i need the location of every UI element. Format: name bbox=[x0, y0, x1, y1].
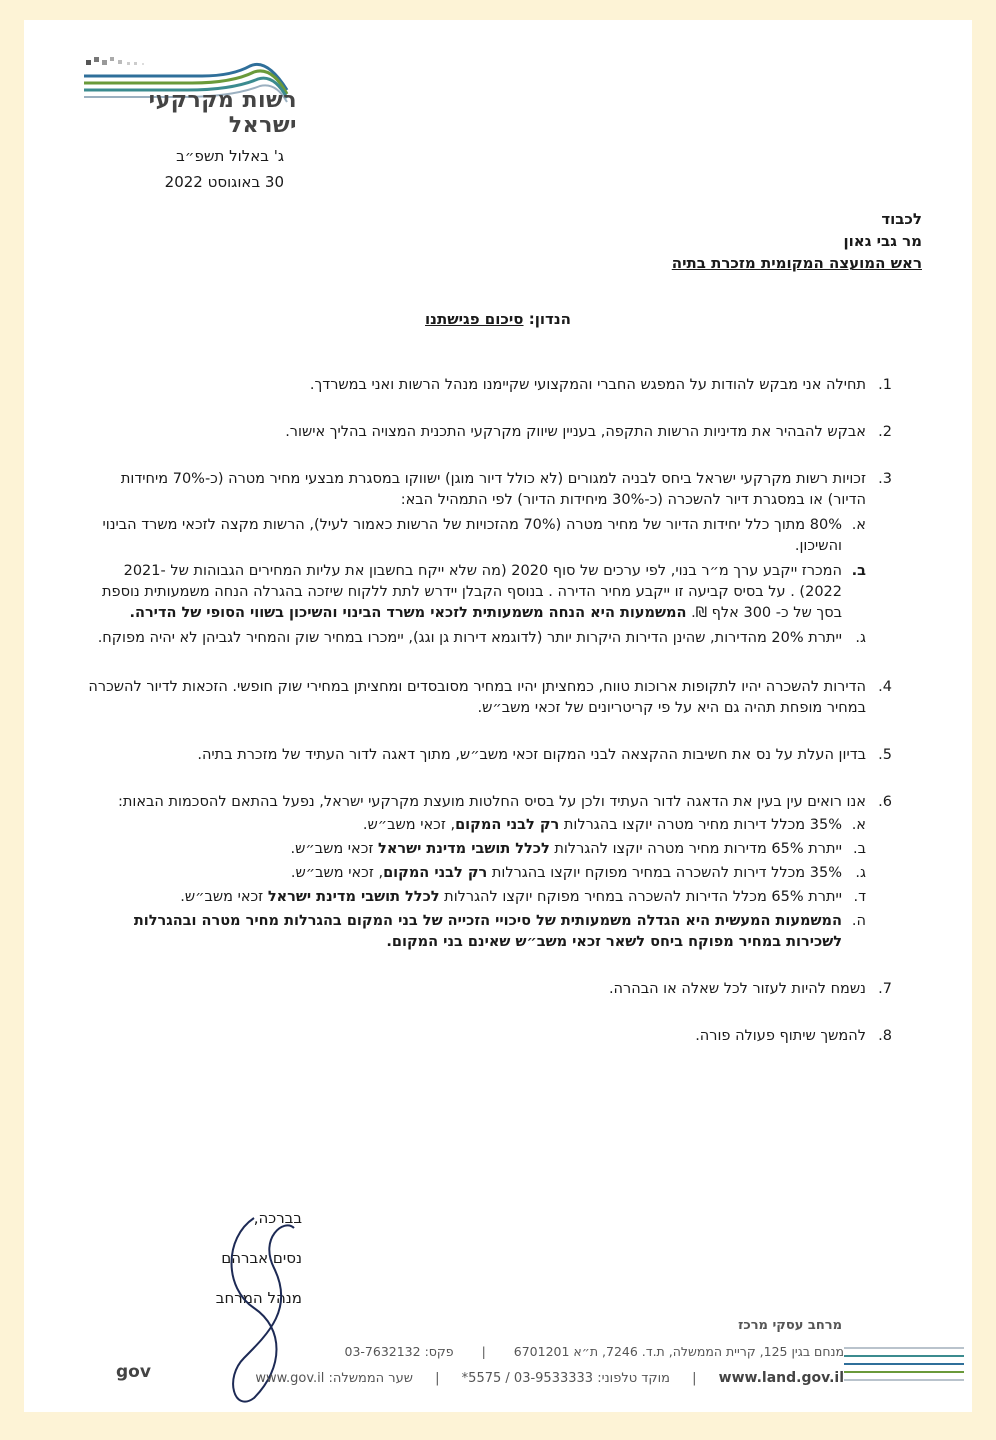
org-name: רשות מקרקעי ישראל bbox=[148, 88, 297, 138]
item-number: 4. bbox=[878, 679, 892, 695]
item-text: אבקש להבהיר את מדיניות הרשות התקפה, בעניין שיווק מקרקעי התכנית המצויה בהליך אישור. bbox=[285, 424, 866, 440]
addressee-title: ראש המועצה המקומית מזכרת בתיה bbox=[671, 254, 922, 272]
addressee-salutation: לכבוד bbox=[881, 210, 922, 228]
date-hebrew: ג' באלול תשפ״ב bbox=[176, 147, 284, 165]
item-number: 2. bbox=[878, 424, 892, 440]
sub-text-bold: רק לבני המקום bbox=[383, 865, 488, 881]
footer-office: מרחב עסקי מרכז bbox=[738, 1318, 842, 1333]
sub-text-bold: רק לבני המקום bbox=[455, 817, 560, 833]
item-number: 7. bbox=[878, 981, 892, 997]
sub-letter: א. bbox=[851, 517, 866, 533]
gov-logo: gov bbox=[116, 1362, 151, 1382]
sub-item bbox=[84, 863, 866, 884]
sub-text-end: , זכאי משב״ש. bbox=[362, 817, 456, 833]
sub-text: 35% מכלל דירות מחיר מטרה יוקצו בהגרלות bbox=[559, 817, 842, 833]
sub-letter: א. bbox=[851, 817, 866, 833]
list-item bbox=[84, 745, 892, 766]
footer-gov-portal[interactable]: שער הממשלה: www.gov.il bbox=[255, 1371, 413, 1386]
item-text: להמשך שיתוף פעולה פורה. bbox=[695, 1028, 866, 1044]
footer-website[interactable]: www.land.gov.il bbox=[718, 1370, 844, 1386]
item-text: תחילה אני מבקש להודות על המפגש החברי והמקצועי שקיימנו מנהל הרשות ואני במשרדך. bbox=[309, 377, 866, 393]
sub-text-bold: לכלל תושבי מדינת ישראל bbox=[378, 841, 550, 857]
list-item bbox=[84, 792, 892, 813]
sub-text: ייתרת 65% מכלל הדירות להשכרה במחיר מפוקח יוקצו להגרלות bbox=[439, 889, 842, 905]
signature-role: מנהל המרחב bbox=[215, 1289, 302, 1307]
sub-letter: ג. bbox=[855, 630, 866, 646]
letter-body bbox=[84, 375, 892, 1047]
list-item bbox=[84, 677, 892, 719]
footer-address: מנחם בגין 125, קריית הממשלה, ת.ד. 7246, ת״א 6701201 bbox=[513, 1344, 844, 1359]
sub-text-end: זכאי משב״ש. bbox=[180, 889, 268, 905]
sub-text: ייתרת 20% מהדירות, שהינן הדירות היקרות יותר (לדוגמא דירות גן וגג), יימכרו במחיר שוק והמחיר לגביהן לא יהיה מפוקח. bbox=[97, 630, 842, 646]
footer-decorative-lines bbox=[844, 1340, 964, 1390]
item-number: 1. bbox=[878, 377, 892, 393]
sub-letter: ב. bbox=[853, 841, 866, 857]
list-item bbox=[84, 375, 892, 396]
item-text: זכויות רשות מקרקעי ישראל ביחס לבניה למגורים (לא כולל דיור מוגן) ישווקו במסגרת מבצעי מחיר מטרה (כ-70% מיחידות הדיור) או במסגרת דיור להשכרה (כ-30% מיחידות הדיור) לפי התמהיל הבא: bbox=[120, 471, 866, 508]
footer-phone: מוקד טלפוני: 03-9533333 / 5575* bbox=[461, 1371, 670, 1386]
sub-letter: ג. bbox=[855, 865, 866, 881]
subject-line bbox=[24, 310, 972, 328]
sub-text: המכרז ייקבע ערך מ״ר בנוי, לפי ערכים של סוף 2020 (מה שלא ייקח בחשבון את עליות המחירים הגבוהות של 2021-2022) . על בסיס קביעה זו ייקבע מחיר הדירה . בנוסף הקבלן יידרש לתת ללקוח שיזכה בהגרלה הנחה משמעותית נוספת בסך של כ- 300 אלף ₪. bbox=[101, 563, 842, 621]
sub-item bbox=[84, 515, 866, 557]
signature-greeting: בברכה, bbox=[253, 1209, 302, 1227]
subject-prefix: הנדון: bbox=[528, 310, 571, 328]
addressee-block bbox=[522, 208, 922, 274]
item-text: בדיון העלת על נס את חשיבות ההקצאה לבני המקום זכאי משב״ש, מתוך דאגה לדור העתיד של מזכרת בתיה. bbox=[197, 747, 866, 763]
date-gregorian: 30 באוגוסט 2022 bbox=[164, 173, 284, 191]
item3-sublist bbox=[84, 515, 892, 649]
signature-name: נסים אברהם bbox=[221, 1249, 302, 1267]
sub-item bbox=[84, 561, 866, 624]
sub-item bbox=[84, 911, 866, 953]
list-item bbox=[84, 1026, 892, 1047]
sub-text-bold: לכלל תושבי מדינת ישראל bbox=[267, 889, 440, 905]
list-item bbox=[84, 979, 892, 1000]
sub-text-end: זכאי משב״ש. bbox=[290, 841, 379, 857]
item-text: הדירות להשכרה יהיו לתקופות ארוכות טווח, כמחציתן יהיו במחיר מסובסדים ומחציתן במחירי שוק חופשי. הזכאות לדיור להשכרה במחיר מופחת תהיה גם היא על פי קריטריונים של זכאי משב״ש. bbox=[88, 679, 866, 716]
footer-fax: פקס: 03-7632132 bbox=[344, 1344, 454, 1359]
footer-address-line: מנחם בגין 125, קריית הממשלה, ת.ד. 7246, ת״א 6701201 | פקס: 03-7632132 bbox=[344, 1344, 844, 1359]
item6-sublist bbox=[84, 815, 892, 953]
item-text: אנו רואים עין בעין את הדאגה לדור העתיד ולכן על בסיס החלטות מועצת מקרקעי ישראל, נפעל בהתאם להסכמות הבאות: bbox=[117, 794, 866, 810]
list-item bbox=[84, 422, 892, 443]
sub-text: ייתרת 65% מדירות מחיר מטרה יוקצו להגרלות bbox=[549, 841, 842, 857]
sub-item bbox=[84, 815, 866, 836]
item-text: נשמח להיות לעזור לכל שאלה או הבהרה. bbox=[608, 981, 866, 997]
document-page bbox=[24, 20, 972, 1412]
sub-letter: ב. bbox=[851, 563, 866, 579]
sub-text: 80% מתוך כלל יחידות הדיור של מחיר מטרה (70% מהזכויות של הרשות כאמור לעיל), הרשות מקצה לזכאי משרד הבינוי והשיכון. bbox=[102, 517, 842, 554]
footer-contact-line: www.land.gov.il | מוקד טלפוני: 03-9533333 / 5575* | שער הממשלה: www.gov.il bbox=[255, 1370, 844, 1386]
sub-text-bold: המשמעות המעשית היא הגדלה משמעותית של סיכויי הזכייה של בני המקום בהגרלות מחיר מטרה ובהגרלות לשכירות במחיר מפוקח ביחס לשאר זכאי משב״ש שאינם בני המקום. bbox=[133, 913, 842, 950]
item-number: 8. bbox=[878, 1028, 892, 1044]
item-number: 6. bbox=[878, 794, 892, 810]
list-item bbox=[84, 469, 892, 511]
subject-title: סיכום פגישתנו bbox=[425, 310, 524, 328]
sub-letter: ה. bbox=[851, 913, 866, 929]
sub-item bbox=[84, 887, 866, 908]
sub-text-bold: המשמעות היא הנחה משמעותית לזכאי משרד הבינוי והשיכון בשווי הסופי של הדירה. bbox=[129, 605, 687, 621]
item-number: 3. bbox=[878, 471, 892, 487]
footer bbox=[24, 1310, 972, 1410]
sub-text: 35% מכלל דירות להשכרה במחיר מפוקח יוקצו בהגרלות bbox=[487, 865, 842, 881]
item-number: 5. bbox=[878, 747, 892, 763]
sub-text-end: , זכאי משב״ש. bbox=[290, 865, 384, 881]
letter-date bbox=[84, 143, 284, 195]
sub-letter: ד. bbox=[853, 889, 866, 905]
sub-item bbox=[84, 839, 866, 860]
sub-item bbox=[84, 628, 866, 649]
addressee-name: מר גבי גאון bbox=[843, 232, 922, 250]
